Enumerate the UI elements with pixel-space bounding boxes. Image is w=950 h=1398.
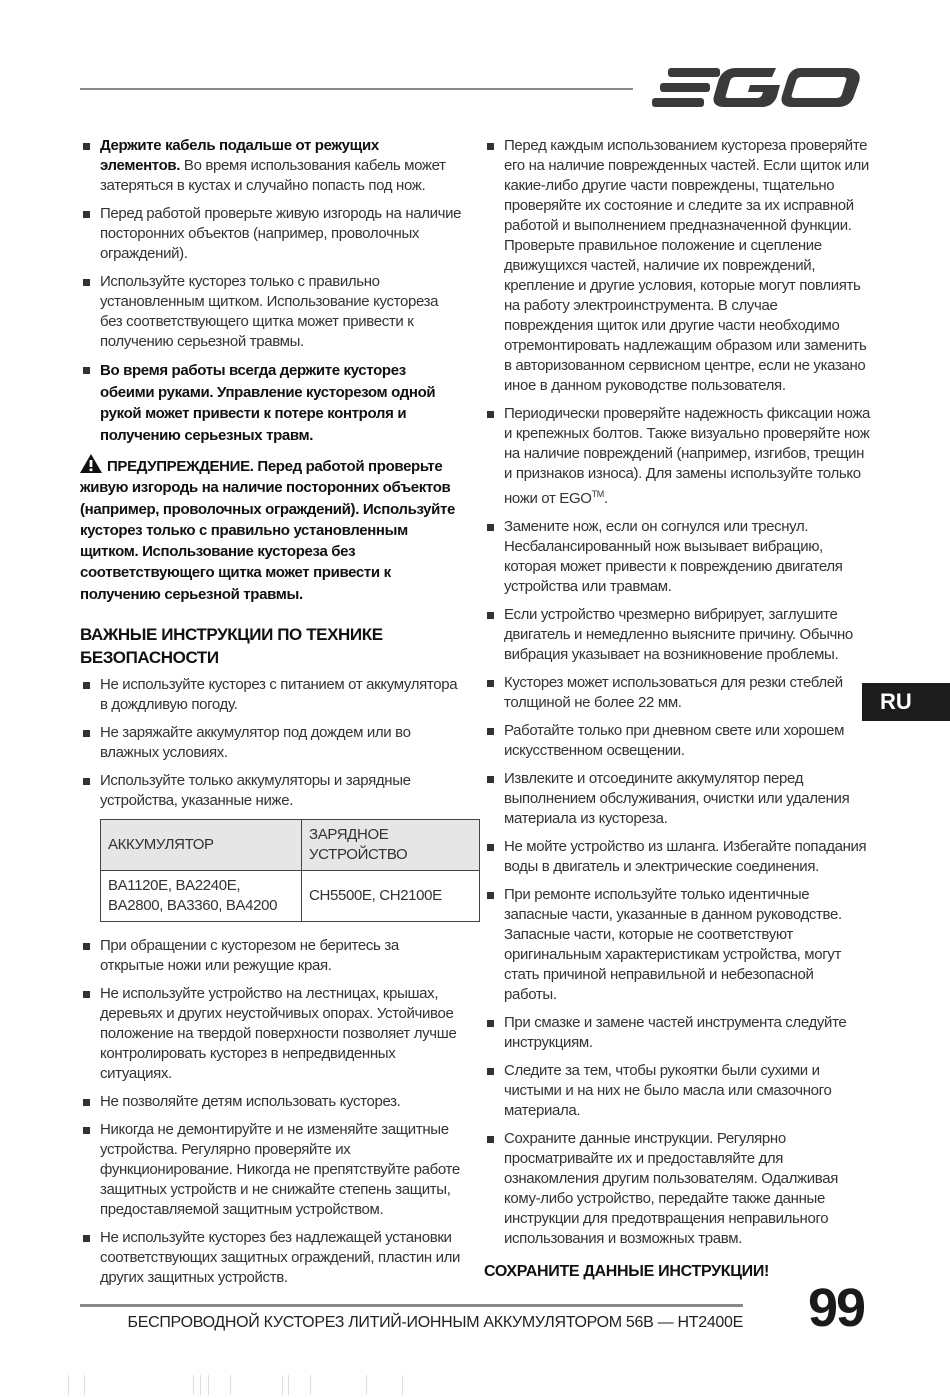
list-item: Не заряжайте аккумулятор под дождем или во влажных условиях. <box>80 723 462 763</box>
safety-list-top <box>80 136 462 446</box>
item-text: Во время использования кабель может затеряться в кустах и случайно попасть под нож. <box>100 157 446 194</box>
list-item: Кусторез может использоваться для резки стеблей толщиной не более 22 мм. <box>484 673 870 713</box>
table-row <box>101 871 480 922</box>
footer-rule <box>80 1304 743 1307</box>
list-item: Не мойте устройство из шланга. Избегайте попадания воды в двигатель и электрические соединения. <box>484 837 870 877</box>
list-item: Во время работы всегда держите кусторез обеими руками. Управление кусторезом одной рукой может привести к потере контроля и получению серьезных травм. <box>80 360 462 446</box>
list-item: При смазке и замене частей инструмента следуйте инструкциям. <box>484 1013 870 1053</box>
list-item: Перед каждым использованием кустореза проверяйте его на наличие поврежденных частей. Если щиток или какие-либо другие части повреждены, тщательно проверяйте их состояние и следите за их исправной работой и выполнением предназначенной функции. Проверьте правильное положение и сцепление движущихся частей, наличие их повреждений, крепление и другие условия, которые могут повлиять на работу электроинструмента. В случае повреждения щиток или другие части необходимо отремонтировать надлежащим образом или заменить в авторизованном сервисном центре, если не указано иное в данном руководстве пользователя. <box>484 136 870 396</box>
list-item: Извлеките и отсоедините аккумулятор перед выполнением обслуживания, очистки или удаления материала из кустореза. <box>484 769 870 829</box>
ego-logo <box>650 62 862 114</box>
table-header-battery: АККУМУЛЯТОР <box>101 820 302 871</box>
table-header-row <box>101 820 480 871</box>
left-column <box>80 136 462 1296</box>
language-tab: RU <box>862 683 950 721</box>
list-item: При ремонте используйте только идентичные запасные части, указанные в данном руководстве. Запасные части, которые не соответствуют оригинальным характеристикам устройства, могут стать причиной неправильной и небезопасной работы. <box>484 885 870 1005</box>
list-item: Следите за тем, чтобы рукоятки были сухими и чистыми и на них не было масла или смазочного материала. <box>484 1061 870 1121</box>
list-item: При обращении с кусторезом не беритесь за открытые ножи или режущие края. <box>80 936 462 976</box>
list-item: Используйте только аккумуляторы и зарядные устройства, указанные ниже. <box>80 771 462 811</box>
list-item: Никогда не демонтируйте и не изменяйте защитные устройства. Регулярно проверяйте их функционирование. Никогда не препятствуйте работе защитных устройств и не снижайте степень защиты, предоставляемой защитным устройством. <box>80 1120 462 1220</box>
list-item: Работайте только при дневном свете или хорошем искусственном освещении. <box>484 721 870 761</box>
list-item: Замените нож, если он согнулся или треснул. Несбалансированный нож вызывает вибрацию, которая может привести к повреждению двигателя устройства или травмам. <box>484 517 870 597</box>
list-item: Не используйте кусторез без надлежащей установки соответствующих защитных ограждений, пластин или других защитных устройств. <box>80 1228 462 1288</box>
list-item <box>80 136 462 196</box>
maintenance-list <box>484 136 870 1249</box>
list-item: Не позволяйте детям использовать кусторез. <box>80 1092 462 1112</box>
save-instructions-heading: СОХРАНИТЕ ДАННЫЕ ИНСТРУКЦИИ! <box>484 1263 770 1280</box>
page-number: 99 <box>808 1278 865 1338</box>
safety-list-mid <box>80 675 462 811</box>
header-rule <box>80 88 633 90</box>
list-item: Перед работой проверьте живую изгородь на наличие посторонних объектов (например, проволочных ограждений). <box>80 204 462 264</box>
table-cell-chargers: CH5500E, CH2100E <box>302 871 480 922</box>
list-item <box>484 404 870 509</box>
list-item: Не используйте кусторез с питанием от аккумулятора в дождливую погоду. <box>80 675 462 715</box>
footer-title: БЕСПРОВОДНОЙ КУСТОРЕЗ ЛИТИЙ-ИОННЫМ АККУМУЛЯТОРОМ 56В — HT2400E <box>127 1314 743 1331</box>
print-marks <box>60 1375 460 1395</box>
list-item: Не используйте устройство на лестницах, крышах, деревьях и других неустойчивых опорах. Устойчивое положение на твердой поверхности позволяет лучше контролировать кусторез в непредвиденных ситуациях. <box>80 984 462 1084</box>
battery-charger-table <box>100 819 480 922</box>
trademark-mark: TM <box>591 489 604 499</box>
table-cell-batteries: BA1120E, BA2240E, BA2800, BA3360, BA4200 <box>101 871 302 922</box>
safety-list-bottom <box>80 936 462 1288</box>
item-text: Периодически проверяйте надежность фиксации ножа и крепежных болтов. Также визуально проверяйте нож на наличие повреждений (например, изгибов, трещин и признаков износа). Для замены используйте только ножи от EGO <box>504 405 871 507</box>
section-heading: ВАЖНЫЕ ИНСТРУКЦИИ ПО ТЕХНИКЕ БЕЗОПАСНОСТИ <box>80 625 383 668</box>
list-item: Сохраните данные инструкции. Регулярно просматривайте их и предоставляйте для ознакомления другим пользователям. Одалживая кому-либо устройство, передайте также данные инструкции для предотвращения неправильного использования и возможных травм. <box>484 1129 870 1249</box>
table-header-charger: ЗАРЯДНОЕ УСТРОЙСТВО <box>302 820 480 871</box>
list-item: Если устройство чрезмерно вибрирует, заглушите двигатель и немедленно выясните причину. Обычно вибрация указывает на возникновение проблемы. <box>484 605 870 665</box>
warning-block <box>80 454 462 605</box>
warning-text: ПРЕДУПРЕЖДЕНИЕ. Перед работой проверьте живую изгородь на наличие посторонних объектов (например, проволочных ограждений). Используйте кусторез только с правильно установленным щитком. Использование кустореза без соответствующего щитка может привести к получению серьезной травмы. <box>80 458 456 603</box>
item-lead: Держите кабель подальше от режущих элементов. <box>100 137 379 174</box>
item-end: . <box>603 490 608 507</box>
warning-triangle-icon <box>80 454 102 473</box>
right-column <box>484 136 870 1281</box>
list-item: Используйте кусторез только с правильно установленным щитком. Использование кустореза без соответствующего щитка может привести к получению серьезной травмы. <box>80 272 462 352</box>
